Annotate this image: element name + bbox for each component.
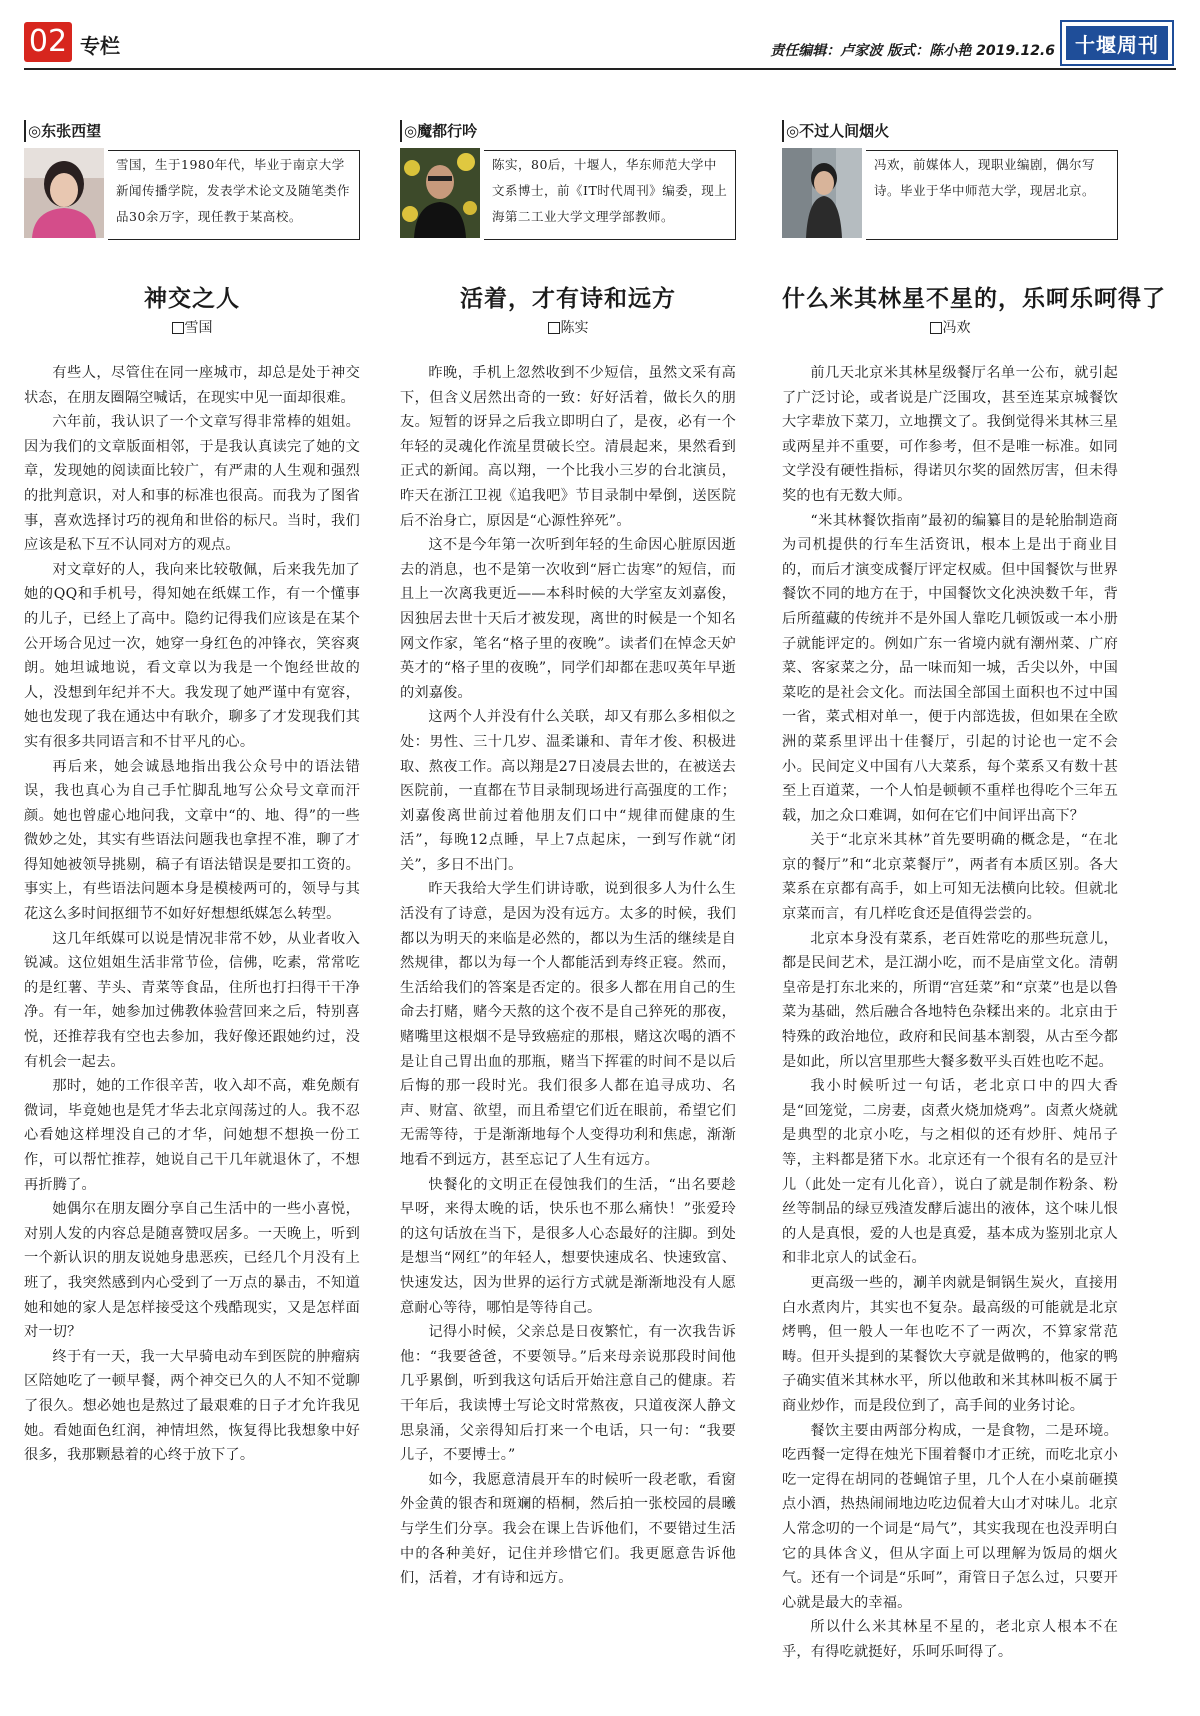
- paragraph: 昨天我给大学生们讲诗歌，说到很多人为什么生活没有了诗意，是因为没有远方。太多的时候，我们都以为明天的来临是必然的，都以为生活的继续是自然规律，都以为每一个人都能活到寿终正寝。然而，生活给我们的答案是否定的。很多人都在用自己的生命去打赌，赌今天熬的这个夜不是自己猝死的那夜，赌嘴里这根烟不是导致癌症的那根，赌这次喝的酒不是让自己胃出血的那瓶，赌当下挥霍的时间不是以后后悔的那一段时光。我们很多人都在追寻成功、名声、财富、欲望，而且希望它们近在眼前，希望它们无需等待，于是渐渐地每个人变得功利和焦虑，渐渐地看不到远方，甚至忘记了人生有远方。: [400, 881, 736, 1168]
- paragraph: 这几年纸媒可以说是情况非常不妙，从业者收入锐减。这位姐姐生活非常节俭，信佛，吃素，常常吃的是红薯、芋头、青菜等食品，住所也打扫得干干净净。有一年，她参加过佛教体验营回来之后，特别喜悦，还推荐我有空也去参加，我好像还跟她约过，没有机会一起去。: [24, 930, 360, 1070]
- section-label: 专栏: [80, 34, 120, 58]
- paragraph: “米其林餐饮指南”最初的编纂目的是轮胎制造商为司机提供的行车生活资讯，根本上是出于商业目的，而后才演变成餐厅评定权威。但中国餐饮与世界餐饮不同的地方在于，中国餐饮文化泱泱数千年，背后所蕴藏的传统并不是外国人靠吃几顿饭或一本小册子就能评定的。例如广东一省境内就有潮州菜、广府菜、客家菜之分，品一味而知一城，舌尖以外，中国菜吃的是社会文化。而法国全部国土面积也不过中国一省，菜式相对单一，便于内部选拔，但如果在全欧洲的菜系里评出十佳餐厅，引起的讨论也一定不会小。民间定义中国有八大菜系，每个菜系又有数十甚至上百道菜，一个人怕是顿顿不重样也得吃个三年五载，加之众口难调，如何在它们中间评出高下？: [782, 512, 1118, 824]
- page-header: [0, 0, 1200, 70]
- paragraph: 再后来，她会诚恳地指出我公众号中的语法错误，我也真心为自己手忙脚乱地写公众号文章而汗颜。她也曾虚心地问我，文章中“的、地、得”的一些微妙之处，其实有些语法问题我也拿捏不准，聊了才得知她被领导挑剔，稿子有语法错误是要扣工资的。事实上，有些语法问题本身是模棱两可的，领导与其花这么多时间抠细节不如好好想想纸媒怎么转型。: [24, 758, 360, 923]
- bullet-icon: ◎: [786, 122, 800, 140]
- paragraph: 记得小时候，父亲总是日夜繁忙，有一次我告诉他：“我要爸爸，不要领导。”后来母亲说那段时间他几乎累倒，听到我这句话后开始注意自己的健康。若干年后，我读博士写论文时常熬夜，只道夜深人静文思泉涌，父亲得知后打来一个电话，只一句：“我要儿子，不要博士。”: [400, 1324, 736, 1464]
- article-title: 活着，才有诗和远方: [460, 285, 676, 312]
- byline-box-icon: [930, 322, 942, 334]
- paragraph: 餐饮主要由两部分构成，一是食物，二是环境。吃西餐一定得在烛光下围着餐巾才正统，而吃北京小吃一定得在胡同的苍蝇馆子里，几个人在小桌前砸摸点小酒，热热闹闹地边吃边侃着大山才对味儿。北京人常念叨的一个词是“局气”，其实我现在也没弄明白它的具体含义，但从字面上可以理解为饭局的烟火气。还有一个词是“乐呵”，甭管日子怎么过，只要开心就是最大的幸福。: [782, 1422, 1118, 1611]
- author-name: 雪国: [184, 320, 213, 336]
- paragraph: 前几天北京米其林星级餐厅名单一公布，就引起了广泛讨论，或者说是广泛围攻，甚至连某京城餐饮大字辈放下菜刀，立地撰文了。我倒觉得米其林三星或两星并不重要，可作参考，但不是唯一标准。如同文学没有硬性指标，得诺贝尔奖的固然厉害，但未得奖的也有无数大师。: [782, 365, 1118, 504]
- column-name: 魔都行吟: [417, 122, 478, 140]
- article-title: 神交之人: [144, 285, 240, 312]
- paragraph: 我小时候听过一句话，老北京口中的四大香是“回笼觉，二房妻，卤煮火烧加烧鸡”。卤煮火烧就是典型的北京小吃，与之相似的还有炒肝、炖吊子等，主料都是猪下水。北京还有一个很有名的是豆汁儿（此处一定有儿化音），说白了就是制作粉条、粉丝等制品的绿豆残渣发酵后滤出的液体，这个味儿恨的人是真恨，爱的人也是真爱，基本成为鉴别北京人和非北京人的试金石。: [782, 1078, 1118, 1267]
- article-byline: [782, 317, 1118, 337]
- author-bio-block: [782, 148, 1118, 256]
- paragraph: 这不是今年第一次听到年轻的生命因心脏原因逝去的消息，也不是第一次收到“唇亡齿寒”的短信，而且上一次离我更近——本科时候的大学室友刘嘉俊，因独居去世十天后才被发现，离世的时候是一个知名网文作家，笔名“格子里的夜晚”。读者们在悼念天妒英才的“格子里的夜晚”，同学们却都在悲叹英年早逝的刘嘉俊。: [400, 537, 736, 701]
- article-body: [400, 361, 736, 1591]
- paragraph: 有些人，尽管住在同一座城市，却总是处于神交状态，在朋友圈隔空喊话，在现实中见一面却很难。: [24, 365, 360, 406]
- paragraph: 所以什么米其林星不星的，老北京人根本不在乎，有得吃就挺好，乐呵乐呵得了。: [782, 1619, 1118, 1660]
- author-name: 冯欢: [942, 320, 971, 336]
- bullet-icon: ◎: [404, 122, 418, 140]
- author-bio-block: [400, 148, 736, 256]
- paragraph: 她偶尔在朋友圈分享自己生活中的一些小喜悦，对别人发的内容总是随喜赞叹居多。一天晚上，听到一个新认识的朋友说她身患恶疾，已经几个月没有上班了，我突然感到内心受到了一万点的暴击，不知道她和她的家人是怎样接受这个残酷现实，又是怎样面对一切？: [24, 1201, 360, 1341]
- paragraph: 那时，她的工作很辛苦，收入却不高，难免颇有微词，毕竟她也是凭才华去北京闯荡过的人。我不忍心看她这样埋没自己的才华，问她想不想换一份工作，可以帮忙推荐，她说自己干几年就退休了，不想再折腾了。: [24, 1078, 360, 1193]
- author-photo: [782, 148, 862, 238]
- column-name-tag: [782, 120, 1118, 142]
- masthead-logo: [1060, 20, 1174, 66]
- column-name-tag: [400, 120, 736, 142]
- column-name-tag: [24, 120, 360, 142]
- author-photo: [24, 148, 104, 238]
- author-name: 陈实: [560, 320, 589, 336]
- paragraph: 六年前，我认识了一个文章写得非常棒的姐姐。因为我们的文章版面相邻，于是我认真读完了她的文章，发现她的阅读面比较广，有严肃的人生观和强烈的批判意识，对人和事的标准也很高。而我为了图省事，喜欢选择讨巧的视角和世俗的标尺。当时，我们应该是私下互不认同对方的观点。: [24, 414, 360, 554]
- paragraph: 如今，我愿意清晨开车的时候听一段老歌，看窗外金黄的银杏和斑斓的梧桐，然后拍一张校园的晨曦与学生们分享。我会在课上告诉他们，不要错过生活中的各种美好，记住并珍惜它们。我更愿意告诉他们，活着，才有诗和远方。: [400, 1471, 736, 1587]
- byline-box-icon: [548, 322, 560, 334]
- author-bio: 雪国，生于1980年代，毕业于南京大学新闻传播学院，发表学术论文及随笔类作品30余万字，现任教于某高校。: [116, 157, 351, 224]
- article-byline: [24, 317, 360, 337]
- header-rule: [24, 68, 1176, 70]
- paragraph: 终于有一天，我一大早骑电动车到医院的肿瘤病区陪她吃了一顿早餐，两个神交已久的人不知不觉聊了很久。想必她也是熬过了最艰难的日子才允许我见她。看她面色红润，神情坦然，恢复得比我想象中好很多，我那颗悬着的心终于放下了。: [24, 1348, 360, 1464]
- column-2: [400, 120, 736, 1591]
- byline-box-icon: [172, 322, 184, 334]
- author-bio: 冯欢，前媒体人，现职业编剧，偶尔写诗。毕业于华中师范大学，现居北京。: [874, 157, 1096, 198]
- paragraph: 关于“北京米其林”首先要明确的概念是，“在北京的餐厅”和“北京菜餐厅”，两者有本质区别。各大菜系在京都有高手，如上可知无法横向比较。但就北京菜而言，有几样吃食还是值得尝尝的。: [782, 832, 1118, 923]
- article-body: [782, 361, 1118, 1664]
- paragraph: 快餐化的文明正在侵蚀我们的生活，“出名要趁早呀，来得太晚的话，快乐也不那么痛快！”张爱玲的这句话放在当下，是很多人心态最好的注脚。到处是想当“网红”的年轻人，想要快速成名、快速致富、快速发达，因为世界的运行方式就是渐渐地没有人愿意耐心等待，哪怕是等待自己。: [400, 1176, 736, 1316]
- author-bio: 陈实，80后，十堰人，华东师范大学中文系博士，前《IT时代周刊》编委，现上海第二工业大学文理学部教师。: [492, 157, 728, 224]
- column-3: [782, 120, 1166, 1664]
- paragraph: 更高级一些的，涮羊肉就是铜锅生炭火，直接用白水煮肉片，其实也不复杂。最高级的可能就是北京烤鸭，但一般人一年也吃不了一两次，不算家常范畴。但开头提到的某餐饮大亨就是做鸭的，他家的鸭子确实值米其林水平，所以他敢和米其林叫板不属于商业炒作，而是段位到了，高手间的业务讨论。: [782, 1274, 1118, 1414]
- article-byline: [400, 317, 736, 337]
- page-number: 02: [24, 22, 72, 62]
- author-photo: [400, 148, 480, 238]
- article-body: [24, 361, 360, 1468]
- author-bio-block: [24, 148, 360, 256]
- paragraph: 北京本身没有菜系，老百姓常吃的那些玩意儿，都是民间艺术，是江湖小吃，而不是庙堂文化。清朝皇帝是打东北来的，所谓“宫廷菜”和“京菜”也是以鲁菜为基础，然后融合各地特色杂糅出来的。北京由于特殊的政治地位，政府和民间基本割裂，从古至今都是如此，所以宫里那些大餐多数平头百姓也吃不起。: [782, 930, 1118, 1070]
- article-title: 什么米其林星不星的，乐呵乐呵得了: [782, 285, 1166, 312]
- masthead-text: 十堰周刊: [1075, 33, 1159, 57]
- paragraph: 昨晚，手机上忽然收到不少短信，虽然文采有高下，但含义居然出奇的一致：好好活着，做长久的朋友。短暂的讶异之后我立即明白了，是夜，必有一个年轻的灵魂化作流星贯破长空。清晨起来，果然看到正式的新闻。高以翔，一个比我小三岁的台北演员，昨天在浙江卫视《追我吧》节目录制中晕倒，送医院后不治身亡，原因是“心源性猝死”。: [400, 365, 736, 529]
- column-name: 东张西望: [41, 122, 102, 140]
- column-1: [24, 120, 360, 1468]
- editor-credits: 责任编辑：卢家波 版式：陈小艳 2019.12.6: [770, 43, 1055, 59]
- paragraph: 这两个人并没有什么关联，却又有那么多相似之处：男性、三十几岁、温柔谦和、青年才俊、积极进取、熬夜工作。高以翔是27日凌晨去世的，在被送去医院前，一直都在节目录制现场进行高强度的工作；刘嘉俊离世前过着他朋友们口中“规律而健康的生活”，每晚12点睡，早上7点起床，一到写作就“闭关”，多日不出门。: [400, 709, 736, 873]
- bullet-icon: ◎: [28, 122, 42, 140]
- column-name: 不过人间烟火: [799, 122, 890, 140]
- paragraph: 对文章好的人，我向来比较敬佩，后来我先加了她的QQ和手机号，得知她在纸媒工作，有一个懂事的儿子，已经上了高中。隐约记得我们应该是在某个公开场合见过一次，她穿一身红色的冲锋衣，笑容爽朗。她坦诚地说，看文章以为我是一个饱经世故的人，没想到年纪并不大。我发现了她严谨中有宽容，她也发现了我在通达中有耿介，聊多了才发现我们其实有很多共同语言和不甘平凡的心。: [24, 561, 360, 750]
